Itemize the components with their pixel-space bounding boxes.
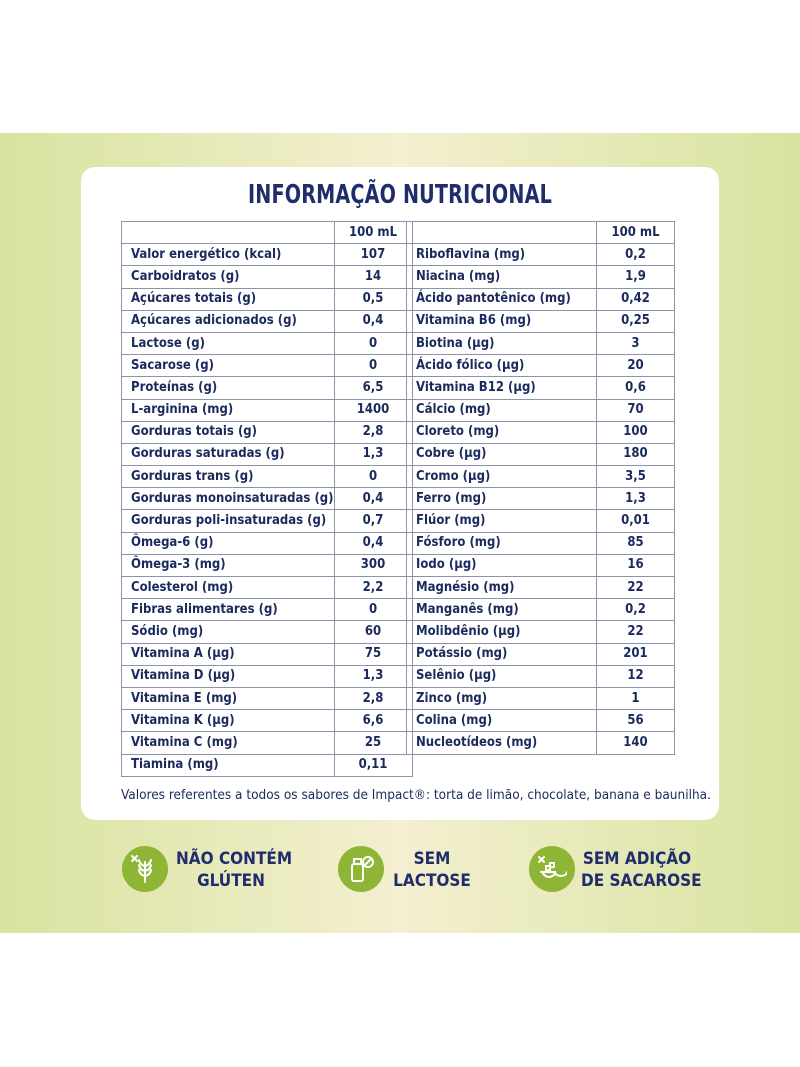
nutrient-name: Magnésio (mg): [407, 577, 597, 599]
nutrient-name: Niacina (mg): [407, 266, 597, 288]
table-row: [407, 310, 675, 332]
table-row: [407, 466, 675, 488]
badge-line-2: DE SACAROSE: [581, 871, 702, 891]
nutrient-name: Valor energético (kcal): [122, 244, 335, 266]
table-row: [122, 665, 413, 687]
nutrition-table-right: [406, 221, 675, 755]
table-row: [407, 577, 675, 599]
nutrient-value: 2,8: [334, 687, 412, 709]
nutrient-value: 1: [597, 687, 675, 709]
nutrient-name: Molibdênio (µg): [407, 621, 597, 643]
badge-label: [392, 848, 472, 892]
column-header: 100 mL: [597, 222, 675, 244]
nutrient-name: Gorduras poli-insaturadas (g): [122, 510, 335, 532]
nutrient-value: 2,8: [334, 421, 412, 443]
table-row: [122, 332, 413, 354]
table-row: [122, 488, 413, 510]
nutrient-value: 1,3: [334, 443, 412, 465]
nutrient-value: 60: [334, 621, 412, 643]
nutrient-name: Ômega-6 (g): [122, 532, 335, 554]
nutrient-name: Vitamina D (µg): [122, 665, 335, 687]
nutrient-name: Flúor (mg): [407, 510, 597, 532]
nutrient-value: 20: [597, 355, 675, 377]
table-row: [122, 710, 413, 732]
nutrient-name: Cálcio (mg): [407, 399, 597, 421]
table-row: [122, 532, 413, 554]
nutrient-name: Manganês (mg): [407, 599, 597, 621]
table-row: [407, 288, 675, 310]
table-row: [122, 421, 413, 443]
table-row: [122, 399, 413, 421]
table-row: [407, 643, 675, 665]
table-row: [407, 443, 675, 465]
nutrient-value: 85: [597, 532, 675, 554]
nutrient-value: 0,7: [334, 510, 412, 532]
nutrient-value: 0,42: [597, 288, 675, 310]
nutrient-name: Zinco (mg): [407, 687, 597, 709]
nutrient-value: 0,25: [597, 310, 675, 332]
nutrient-name: Ferro (mg): [407, 488, 597, 510]
table-row: [407, 732, 675, 754]
badge-line-1: SEM ADIÇÃO: [582, 849, 692, 869]
nutrient-value: 180: [597, 443, 675, 465]
nutrient-name: Biotina (µg): [407, 332, 597, 354]
nutrient-name: Ácido fólico (µg): [407, 355, 597, 377]
nutrient-name: Cromo (µg): [407, 466, 597, 488]
nutrient-value: 0,4: [334, 532, 412, 554]
nutrient-name: Ácido pantotênico (mg): [407, 288, 597, 310]
nutrient-name: Colina (mg): [407, 710, 597, 732]
table-row: [122, 687, 413, 709]
table-row: [407, 554, 675, 576]
nutrient-name: Gorduras totais (g): [122, 421, 335, 443]
table-row: [122, 754, 413, 776]
nutrition-table-left: [121, 221, 413, 777]
nutrient-name: Gorduras saturadas (g): [122, 443, 335, 465]
nutrient-value: 0,6: [597, 377, 675, 399]
nutrient-value: 0: [334, 332, 412, 354]
nutrient-name: Ômega-3 (mg): [122, 554, 335, 576]
nutrient-value: 0,2: [597, 244, 675, 266]
table-row: [122, 266, 413, 288]
table-row: [407, 621, 675, 643]
table-row: [122, 554, 413, 576]
nutrient-name: Vitamina B12 (µg): [407, 377, 597, 399]
table-row: [407, 710, 675, 732]
nutrient-value: 75: [334, 643, 412, 665]
nutrient-value: 22: [597, 621, 675, 643]
nutrient-name: Vitamina K (µg): [122, 710, 335, 732]
table-row: [122, 621, 413, 643]
nutrient-value: 0,4: [334, 310, 412, 332]
badge-label: [581, 848, 702, 892]
nutrient-value: 6,6: [334, 710, 412, 732]
nutrient-value: 100: [597, 421, 675, 443]
nutrient-value: 140: [597, 732, 675, 754]
nutrient-value: 300: [334, 554, 412, 576]
table-row: [122, 310, 413, 332]
nutrient-name: Riboflavina (mg): [407, 244, 597, 266]
table-row: [407, 488, 675, 510]
nutrient-name: Iodo (µg): [407, 554, 597, 576]
nutrient-value: 14: [334, 266, 412, 288]
nutrient-name: L-arginina (mg): [122, 399, 335, 421]
header-blank-cell: [122, 222, 335, 244]
nutrient-value: 0,11: [334, 754, 412, 776]
table-row: [407, 332, 675, 354]
table-row: [122, 244, 413, 266]
table-row: [407, 599, 675, 621]
nutrient-value: 16: [597, 554, 675, 576]
nutrient-value: 56: [597, 710, 675, 732]
nutrient-value: 201: [597, 643, 675, 665]
badge-line-2: GLÚTEN: [197, 871, 265, 891]
nutrient-value: 0,4: [334, 488, 412, 510]
nutrient-name: Cobre (µg): [407, 443, 597, 465]
nutrient-name: Sacarose (g): [122, 355, 335, 377]
nutrient-value: 107: [334, 244, 412, 266]
nutrient-value: 1400: [334, 399, 412, 421]
nutrient-name: Nucleotídeos (mg): [407, 732, 597, 754]
wheat-crossed-icon: [122, 846, 168, 892]
nutrient-value: 0: [334, 599, 412, 621]
nutrient-name: Vitamina C (mg): [122, 732, 335, 754]
nutrient-name: Vitamina B6 (mg): [407, 310, 597, 332]
table-row: [407, 421, 675, 443]
nutrient-value: 0: [334, 466, 412, 488]
table-row: [122, 732, 413, 754]
nutrient-value: 6,5: [334, 377, 412, 399]
nutrient-value: 0,01: [597, 510, 675, 532]
sugar-spoon-crossed-icon: [529, 846, 575, 892]
badge-line-1: NÃO CONTÉM: [176, 849, 293, 869]
badge-label: [176, 848, 293, 892]
nutrient-value: 70: [597, 399, 675, 421]
nutrient-name: Selênio (µg): [407, 665, 597, 687]
table-row: [122, 577, 413, 599]
nutrient-name: Vitamina A (µg): [122, 643, 335, 665]
nutrient-value: 1,3: [597, 488, 675, 510]
nutrient-name: Açúcares adicionados (g): [122, 310, 335, 332]
header-blank-cell: [407, 222, 597, 244]
table-row: [122, 443, 413, 465]
nutrient-value: 22: [597, 577, 675, 599]
badge-line-2: LACTOSE: [393, 871, 471, 891]
table-row: [407, 266, 675, 288]
nutrient-name: Sódio (mg): [122, 621, 335, 643]
nutrient-name: Fibras alimentares (g): [122, 599, 335, 621]
nutrient-name: Açúcares totais (g): [122, 288, 335, 310]
table-row: [407, 355, 675, 377]
column-header: 100 mL: [334, 222, 412, 244]
nutrient-value: 1,3: [334, 665, 412, 687]
table-row: [407, 377, 675, 399]
table-row: [122, 643, 413, 665]
nutrient-value: 3,5: [597, 466, 675, 488]
nutrient-name: Gorduras monoinsaturadas (g): [122, 488, 335, 510]
table-row: [407, 399, 675, 421]
nutrient-value: 0,5: [334, 288, 412, 310]
nutrient-name: Carboidratos (g): [122, 266, 335, 288]
page-title: INFORMAÇÃO NUTRICIONAL: [247, 180, 553, 210]
table-row: [407, 510, 675, 532]
table-row: [122, 355, 413, 377]
nutrient-value: 1,9: [597, 266, 675, 288]
nutrient-value: 2,2: [334, 577, 412, 599]
nutrient-name: Fósforo (mg): [407, 532, 597, 554]
table-row: [407, 244, 675, 266]
table-row: [407, 665, 675, 687]
table-row: [122, 288, 413, 310]
badge-line-1: SEM: [413, 849, 451, 869]
table-row: [122, 377, 413, 399]
nutrient-name: Cloreto (mg): [407, 421, 597, 443]
nutrient-value: 0,2: [597, 599, 675, 621]
nutrient-name: Lactose (g): [122, 332, 335, 354]
nutrient-value: 12: [597, 665, 675, 687]
table-row: [407, 687, 675, 709]
nutrient-value: 0: [334, 355, 412, 377]
footnote: Valores referentes a todos os sabores de Impact®: torta de limão, chocolate, banana e baunilha.: [121, 787, 711, 803]
table-row: [122, 466, 413, 488]
nutrient-name: Colesterol (mg): [122, 577, 335, 599]
table-row: [122, 599, 413, 621]
nutrient-name: Vitamina E (mg): [122, 687, 335, 709]
table-row: [407, 532, 675, 554]
nutrient-value: 3: [597, 332, 675, 354]
nutrient-name: Gorduras trans (g): [122, 466, 335, 488]
table-row: [122, 510, 413, 532]
milk-bottle-crossed-icon: [338, 846, 384, 892]
table-header-row: [122, 222, 413, 244]
nutrient-value: 25: [334, 732, 412, 754]
nutrient-name: Potássio (mg): [407, 643, 597, 665]
nutrient-name: Proteínas (g): [122, 377, 335, 399]
nutrient-name: Tiamina (mg): [122, 754, 335, 776]
table-header-row: [407, 222, 675, 244]
